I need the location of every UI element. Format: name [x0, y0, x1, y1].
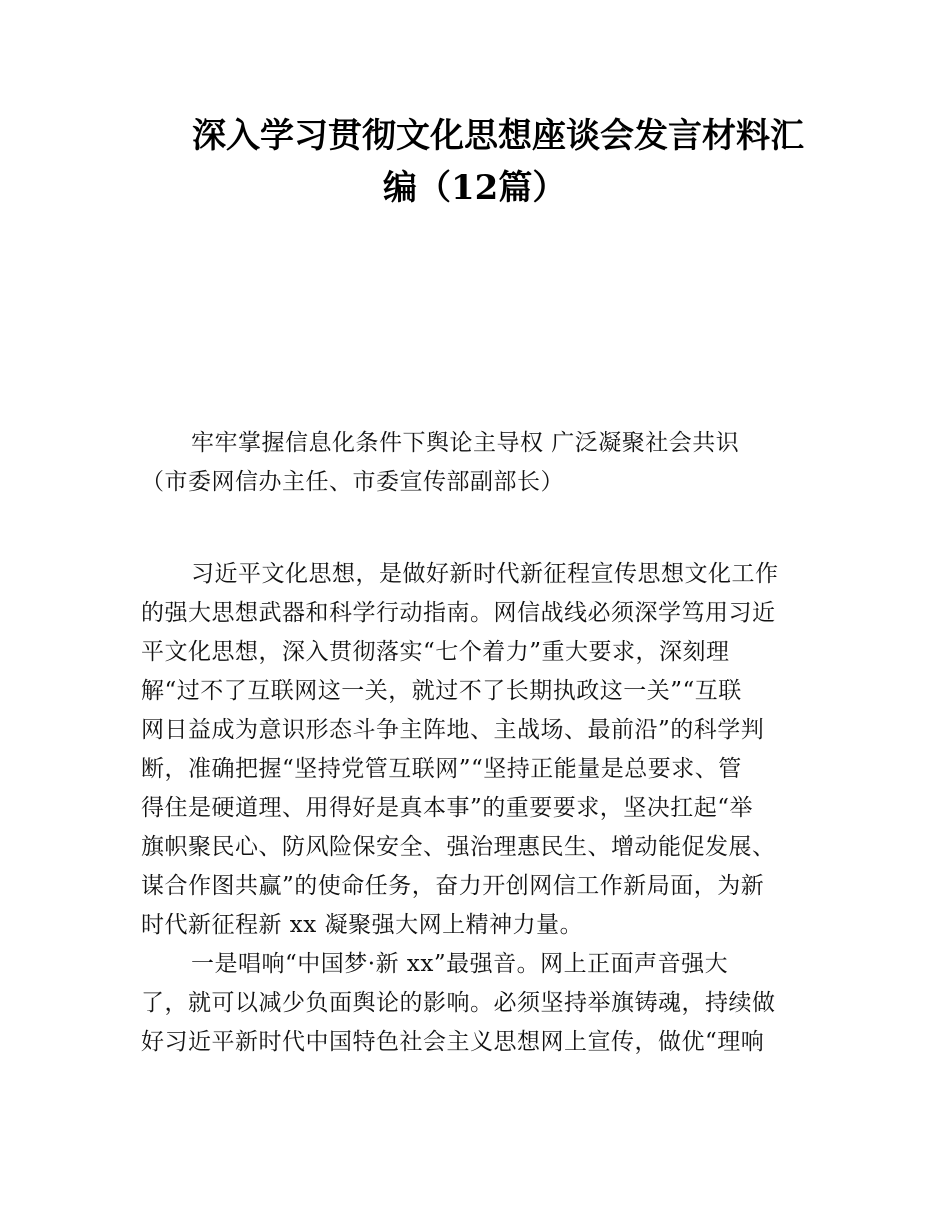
title-line-2: 编（12篇）: [383, 168, 567, 208]
body-paragraphs: [141, 555, 813, 1062]
section-speaker: （市委网信办主任、市委宣传部副部长）: [141, 469, 564, 495]
section-header: [141, 424, 813, 502]
paragraph-line: 谋合作图共赢”的使命任务，奋力开创网信工作新局面，为新: [141, 873, 765, 899]
paragraph-line: 平文化思想，深入贯彻落实“七个着力”重大要求，深刻理: [141, 639, 730, 665]
section-heading: 牢牢掌握信息化条件下舆论主导权 广泛凝聚社会共识: [191, 430, 740, 456]
paragraph-line: 网日益成为意识形态斗争主阵地、主战场、最前沿”的科学判: [141, 717, 765, 743]
paragraph-line: 解“过不了互联网这一关，就过不了长期执政这一关”“互联: [141, 678, 742, 704]
document-title: [140, 110, 840, 214]
paragraph-2: [141, 945, 813, 1062]
paragraph-line: 时代新征程新 xx 凝聚强大网上精神力量。: [141, 912, 584, 938]
paragraph-line: 一是唱响“中国梦·新 xx”最强音。网上正面声音强大: [191, 951, 729, 977]
paragraph-line: 好习近平新时代中国特色社会主义思想网上宣传，做优“理响: [141, 1029, 765, 1055]
paragraph-1: [141, 555, 813, 945]
title-line-1: 深入学习贯彻文化思想座谈会发言材料汇: [192, 116, 804, 156]
paragraph-line: 习近平文化思想，是做好新时代新征程宣传思想文化工作: [191, 561, 779, 587]
paragraph-line: 旗帜聚民心、防风险保安全、强治理惠民生、增动能促发展、: [141, 834, 776, 860]
paragraph-line: 得住是硬道理、用得好是真本事”的重要要求，坚决扛起“举: [141, 795, 754, 821]
paragraph-line: 断，准确把握“坚持党管互联网”“坚持正能量是总要求、管: [141, 756, 742, 782]
paragraph-line: 了，就可以减少负面舆论的影响。必须坚持举旗铸魂，持续做: [141, 990, 776, 1016]
paragraph-line: 的强大思想武器和科学行动指南。网信战线必须深学笃用习近: [141, 600, 776, 626]
